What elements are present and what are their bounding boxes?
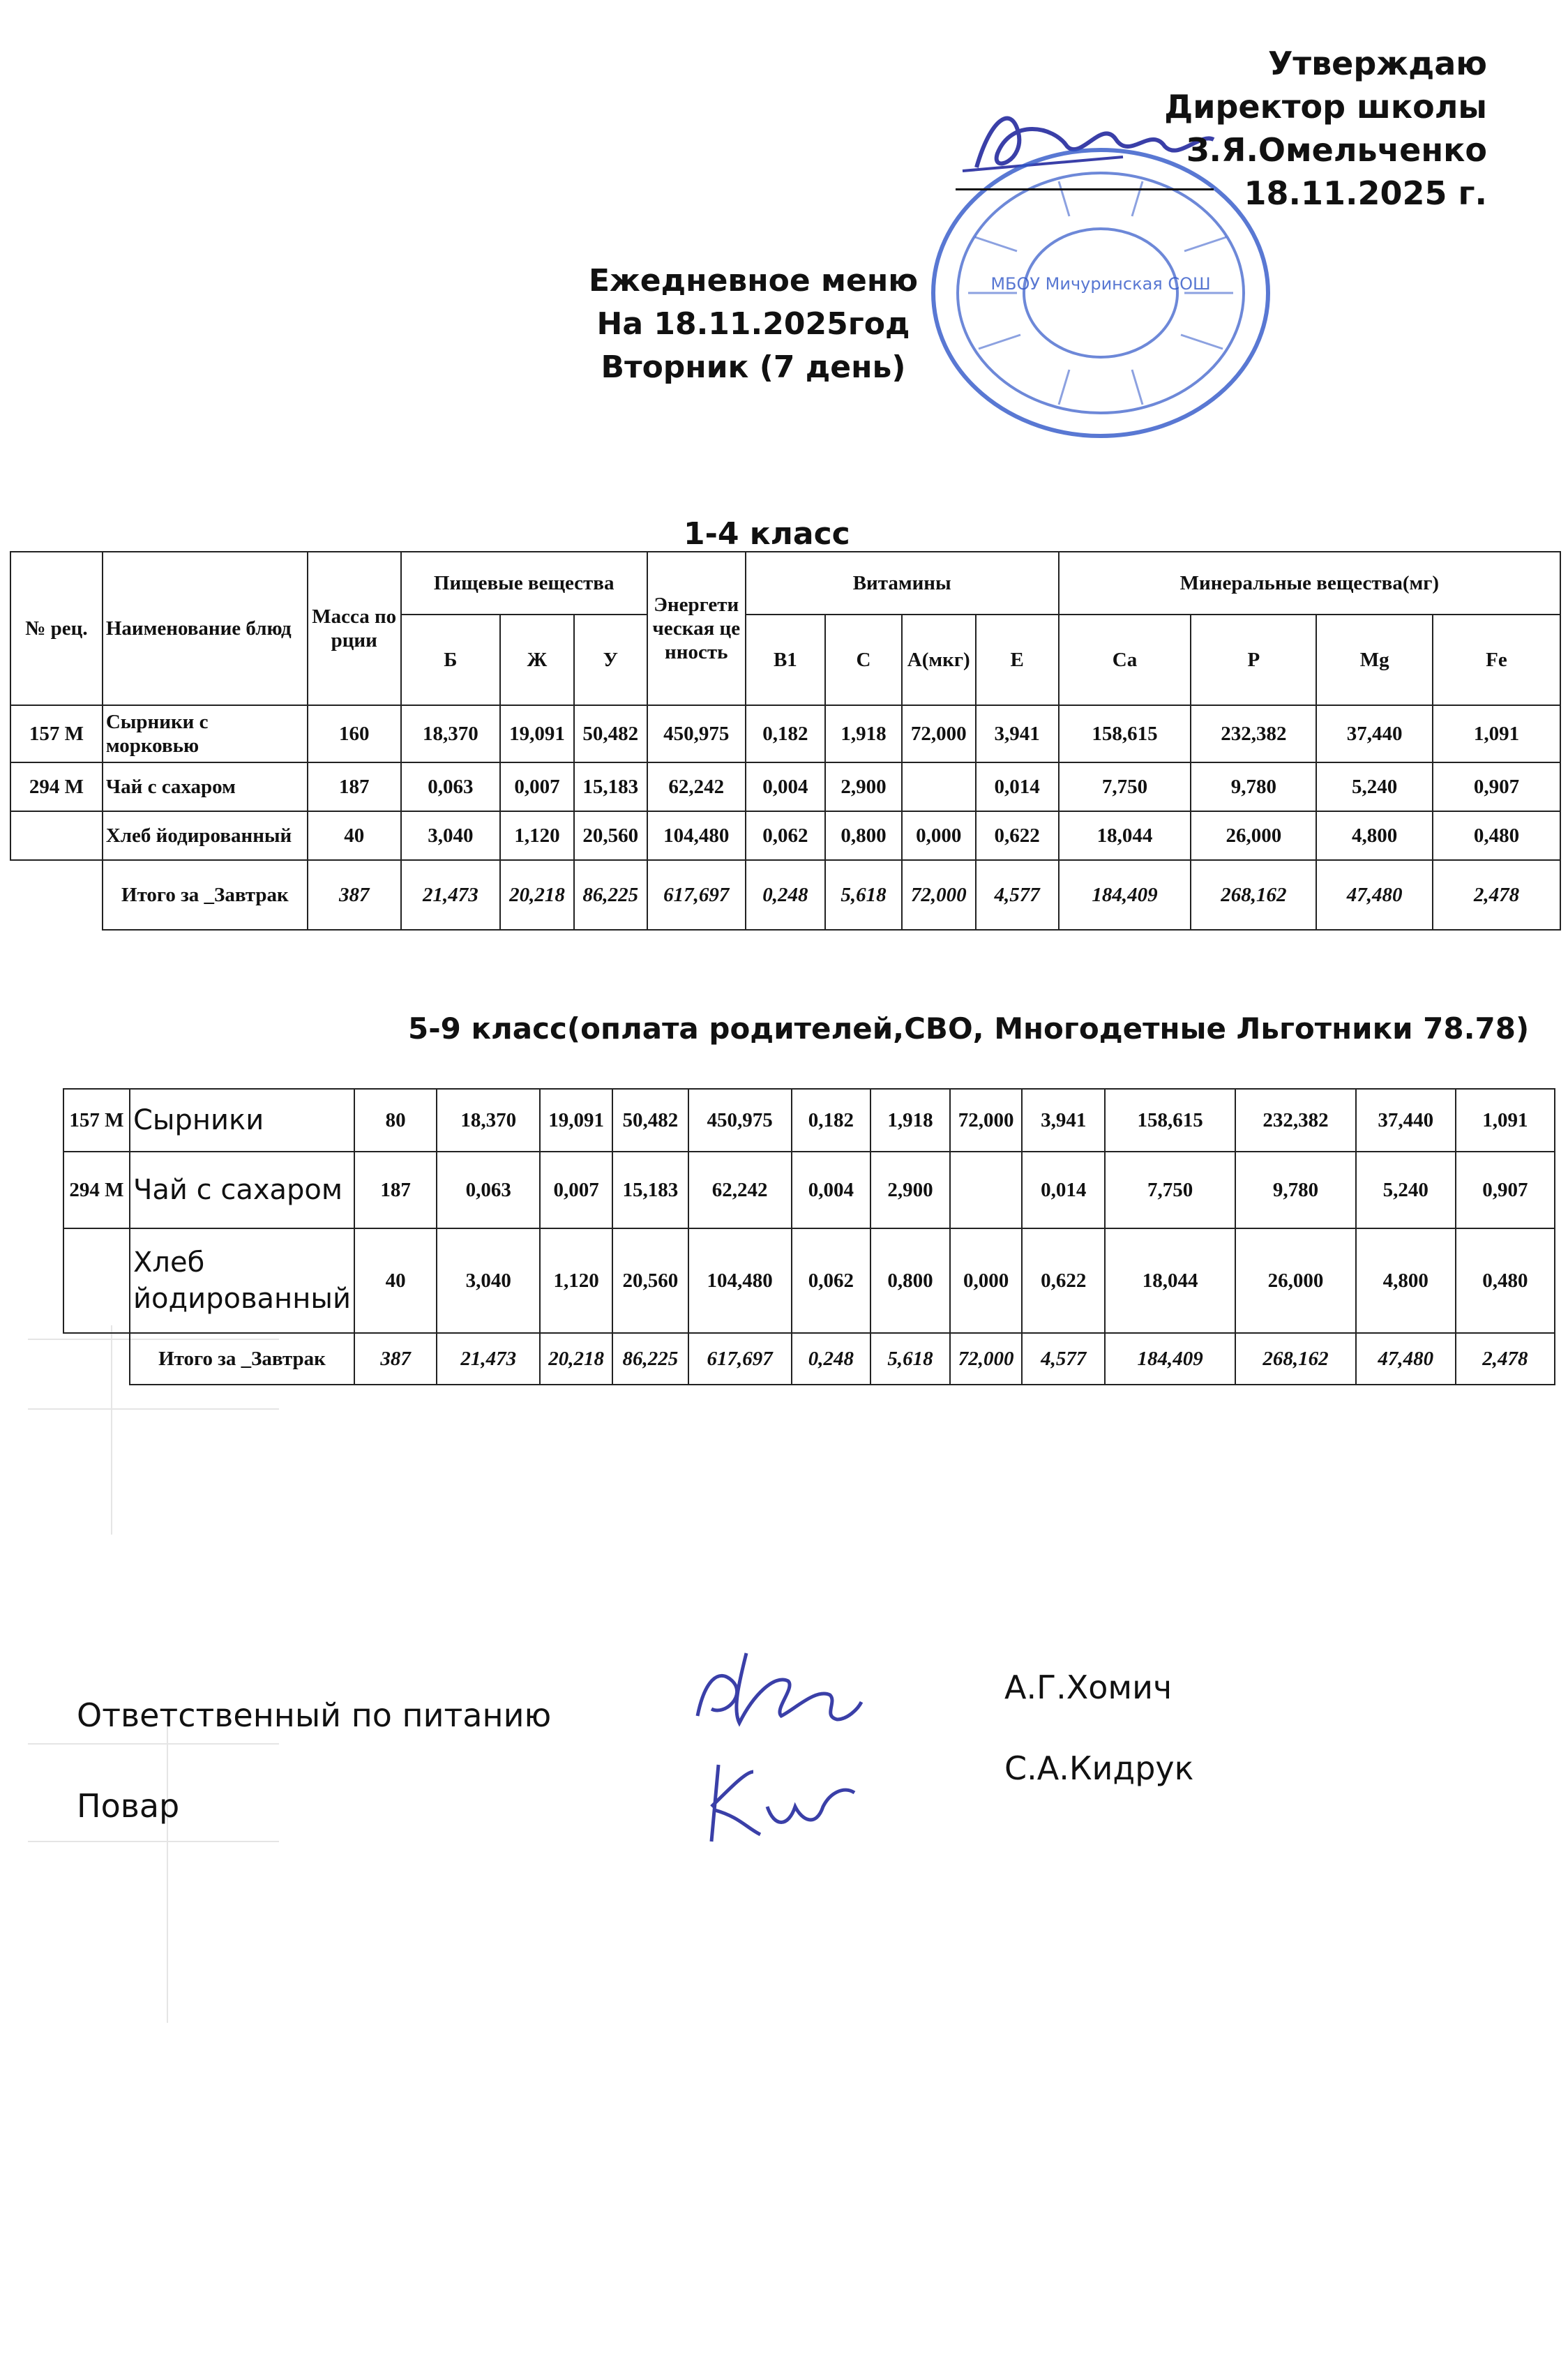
cell-rec	[10, 811, 103, 860]
cell-c: 2,900	[870, 1152, 950, 1228]
cell-p: 232,382	[1235, 1089, 1356, 1152]
cell-mass: 40	[308, 811, 401, 860]
header-mass: Масса порции	[308, 552, 401, 705]
header-minerals: Минеральные вещества(мг)	[1059, 552, 1560, 615]
header-e: E	[976, 615, 1059, 705]
cell-e: 0,622	[976, 811, 1059, 860]
cell-c: 1,918	[870, 1089, 950, 1152]
cell-energy: 104,480	[688, 1228, 792, 1333]
total-fe: 2,478	[1433, 860, 1560, 930]
cell-u: 20,560	[574, 811, 647, 860]
stamp-text: МБОУ Мичуринская СОШ	[990, 274, 1211, 294]
cell-c: 0,800	[870, 1228, 950, 1333]
responsible-signature	[691, 1639, 865, 1744]
cell-fe: 0,480	[1456, 1228, 1555, 1333]
total-mg: 47,480	[1316, 860, 1432, 930]
approval-line1: Утверждаю	[1267, 45, 1487, 82]
cell-e: 0,622	[1022, 1228, 1104, 1333]
approval-line2: Директор школы	[1164, 88, 1487, 126]
cell-u: 50,482	[612, 1089, 688, 1152]
cell-a	[902, 762, 976, 811]
header-name: Наименование блюд	[103, 552, 308, 705]
cell-b1: 0,062	[792, 1228, 871, 1333]
cell-rec	[63, 1228, 130, 1333]
header-b1: B1	[746, 615, 826, 705]
cell-a: 0,000	[950, 1228, 1023, 1333]
cell-mass: 40	[354, 1228, 437, 1333]
cell-mg: 5,240	[1356, 1152, 1456, 1228]
cell-mass: 160	[308, 705, 401, 762]
total-c: 5,618	[870, 1333, 950, 1385]
total-c: 5,618	[825, 860, 902, 930]
header-p: P	[1191, 615, 1316, 705]
cell-ca: 158,615	[1105, 1089, 1235, 1152]
total-a: 72,000	[902, 860, 976, 930]
cell-ca: 7,750	[1105, 1152, 1235, 1228]
cell-zh: 1,120	[540, 1228, 612, 1333]
cell-zh: 0,007	[500, 762, 574, 811]
total-b: 21,473	[437, 1333, 540, 1385]
cell-zh: 19,091	[500, 705, 574, 762]
total-name: Итого за _Завтрак	[103, 860, 308, 930]
header-mg: Mg	[1316, 615, 1432, 705]
section2-title: 5-9 класс(оплата родителей,СВО, Многодетные Льготники 78.78)	[408, 1011, 1530, 1046]
cell-b1: 0,062	[746, 811, 826, 860]
header-c: C	[825, 615, 902, 705]
cell-ca: 7,750	[1059, 762, 1191, 811]
cell-b: 18,370	[437, 1089, 540, 1152]
menu-table-1-4	[10, 551, 1561, 931]
cell-rec: 294 М	[10, 762, 103, 811]
cell-fe: 0,907	[1456, 1152, 1555, 1228]
total-u: 86,225	[574, 860, 647, 930]
table-row	[10, 705, 1560, 762]
header-a: A(мкг)	[902, 615, 976, 705]
cell-fe: 0,907	[1433, 762, 1560, 811]
table-row	[10, 762, 1560, 811]
cell-a: 72,000	[950, 1089, 1023, 1152]
total-name: Итого за _Завтрак	[130, 1333, 354, 1385]
total-b: 21,473	[401, 860, 501, 930]
total-mg: 47,480	[1356, 1333, 1456, 1385]
total-p: 268,162	[1235, 1333, 1356, 1385]
menu-table-5-9	[63, 1088, 1555, 1385]
cell-mass: 187	[308, 762, 401, 811]
header-rec: № рец.	[10, 552, 103, 705]
total-row	[63, 1333, 1555, 1385]
total-zh: 20,218	[500, 860, 574, 930]
cell-zh: 1,120	[500, 811, 574, 860]
cell-mg: 4,800	[1356, 1228, 1456, 1333]
cell-name: Чай с сахаром	[103, 762, 308, 811]
total-energy: 617,697	[688, 1333, 792, 1385]
header-nutrients: Пищевые вещества	[401, 552, 647, 615]
cell-fe: 0,480	[1433, 811, 1560, 860]
cell-b1: 0,182	[746, 705, 826, 762]
cell-b: 3,040	[437, 1228, 540, 1333]
total-fe: 2,478	[1456, 1333, 1555, 1385]
cell-b: 0,063	[401, 762, 501, 811]
cell-name: Сырники	[130, 1089, 354, 1152]
total-a: 72,000	[950, 1333, 1023, 1385]
header-energy: Энергетическая ценность	[647, 552, 746, 705]
cell-u: 15,183	[612, 1152, 688, 1228]
header-vitamins: Витамины	[746, 552, 1059, 615]
cell-p: 9,780	[1235, 1152, 1356, 1228]
cell-e: 0,014	[1022, 1152, 1104, 1228]
cell-c: 1,918	[825, 705, 902, 762]
cell-e: 0,014	[976, 762, 1059, 811]
cell-rec: 157 М	[63, 1089, 130, 1152]
cell-fe: 1,091	[1456, 1089, 1555, 1152]
responsible-name: А.Г.Хомич	[1004, 1669, 1173, 1706]
cell-zh: 19,091	[540, 1089, 612, 1152]
header-b: Б	[401, 615, 501, 705]
table-row	[63, 1228, 1555, 1333]
cell-name: Сырники с морковью	[103, 705, 308, 762]
total-b1: 0,248	[746, 860, 826, 930]
cell-b1: 0,182	[792, 1089, 871, 1152]
cell-p: 232,382	[1191, 705, 1316, 762]
cell-a: 72,000	[902, 705, 976, 762]
cell-b1: 0,004	[746, 762, 826, 811]
cell-b: 18,370	[401, 705, 501, 762]
cell-a	[950, 1152, 1023, 1228]
cell-mg: 37,440	[1316, 705, 1432, 762]
cell-energy: 62,242	[688, 1152, 792, 1228]
table-row	[63, 1089, 1555, 1152]
total-mass: 387	[308, 860, 401, 930]
title-line2: На 18.11.2025год	[596, 306, 910, 342]
cell-energy: 62,242	[647, 762, 746, 811]
cell-e: 3,941	[976, 705, 1059, 762]
cell-zh: 0,007	[540, 1152, 612, 1228]
cell-mg: 37,440	[1356, 1089, 1456, 1152]
approval-line3: З.Я.Омельченко	[1186, 131, 1487, 169]
menu-title	[530, 259, 977, 389]
cell-ca: 18,044	[1105, 1228, 1235, 1333]
cell-empty	[10, 860, 103, 930]
cell-fe: 1,091	[1433, 705, 1560, 762]
cell-a: 0,000	[902, 811, 976, 860]
total-u: 86,225	[612, 1333, 688, 1385]
cell-u: 50,482	[574, 705, 647, 762]
title-line3: Вторник (7 день)	[601, 349, 906, 385]
header-u: У	[574, 615, 647, 705]
header-zh: Ж	[500, 615, 574, 705]
cell-mass: 187	[354, 1152, 437, 1228]
cell-e: 3,941	[1022, 1089, 1104, 1152]
cell-energy: 450,975	[688, 1089, 792, 1152]
cell-name: Чай с сахаром	[130, 1152, 354, 1228]
cell-u: 15,183	[574, 762, 647, 811]
total-b1: 0,248	[792, 1333, 871, 1385]
total-ca: 184,409	[1105, 1333, 1235, 1385]
cell-mg: 5,240	[1316, 762, 1432, 811]
cell-mg: 4,800	[1316, 811, 1432, 860]
cell-b1: 0,004	[792, 1152, 871, 1228]
total-mass: 387	[354, 1333, 437, 1385]
cell-p: 9,780	[1191, 762, 1316, 811]
cell-b: 3,040	[401, 811, 501, 860]
cell-name: Хлеб йодированный	[130, 1228, 354, 1333]
header-fe: Fe	[1433, 615, 1560, 705]
cell-rec: 157 М	[10, 705, 103, 762]
cell-ca: 158,615	[1059, 705, 1191, 762]
total-zh: 20,218	[540, 1333, 612, 1385]
cook-label: Повар	[77, 1787, 180, 1825]
total-ca: 184,409	[1059, 860, 1191, 930]
approval-block	[1164, 42, 1487, 215]
header-ca: Ca	[1059, 615, 1191, 705]
responsible-label: Ответственный по питанию	[77, 1696, 552, 1734]
total-e: 4,577	[976, 860, 1059, 930]
cell-rec: 294 М	[63, 1152, 130, 1228]
cell-c: 2,900	[825, 762, 902, 811]
total-p: 268,162	[1191, 860, 1316, 930]
cell-ca: 18,044	[1059, 811, 1191, 860]
cell-p: 26,000	[1235, 1228, 1356, 1333]
cell-u: 20,560	[612, 1228, 688, 1333]
total-row	[10, 860, 1560, 930]
approval-line4: 18.11.2025 г.	[1244, 174, 1487, 212]
cook-name: С.А.Кидрук	[1004, 1749, 1194, 1787]
cook-signature	[698, 1751, 858, 1848]
cell-name: Хлеб йодированный	[103, 811, 308, 860]
total-e: 4,577	[1022, 1333, 1104, 1385]
section1-title: 1-4 класс	[684, 516, 850, 552]
cell-p: 26,000	[1191, 811, 1316, 860]
total-energy: 617,697	[647, 860, 746, 930]
cell-energy: 104,480	[647, 811, 746, 860]
table-row	[10, 811, 1560, 860]
title-line1: Ежедневное меню	[588, 263, 919, 299]
table-row	[63, 1152, 1555, 1228]
cell-energy: 450,975	[647, 705, 746, 762]
cell-b: 0,063	[437, 1152, 540, 1228]
cell-c: 0,800	[825, 811, 902, 860]
cell-mass: 80	[354, 1089, 437, 1152]
